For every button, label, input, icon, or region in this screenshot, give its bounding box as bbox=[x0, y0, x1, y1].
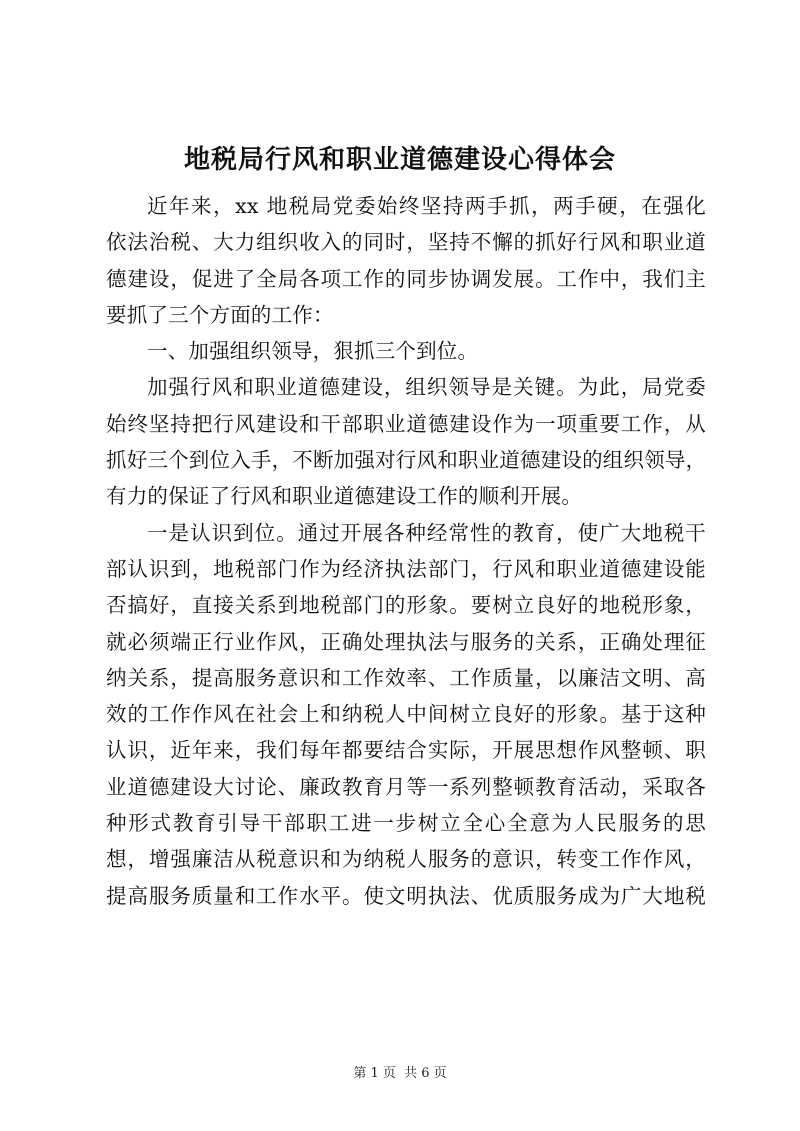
text-line: 认识，近年来，我们每年都要结合实际，开展思想作风整顿、职 bbox=[106, 738, 706, 763]
text-line: 纳关系，提高服务意识和工作效率、工作质量，以廉洁文明、高 bbox=[106, 665, 706, 690]
text-line: 部认识到，地税部门作为经济执法部门，行风和职业道德建设能 bbox=[106, 556, 706, 581]
text-line: 就必须端正行业作风，正确处理执法与服务的关系，正确处理征 bbox=[106, 629, 706, 654]
text-line: 否搞好，直接关系到地税部门的形象。要树立良好的地税形象， bbox=[106, 593, 706, 618]
text-line: 依法治税、大力组织收入的同时，坚持不懈的抓好行风和职业道 bbox=[106, 230, 706, 255]
text-line: 一是认识到位。通过开展各种经常性的教育，使广大地税干 bbox=[147, 520, 706, 545]
text-line: 德建设，促进了全局各项工作的同步协调发展。工作中，我们主 bbox=[106, 266, 706, 291]
text-line: 有力的保证了行风和职业道德建设工作的顺利开展。 bbox=[106, 484, 583, 509]
text-line: 要抓了三个方面的工作： bbox=[106, 302, 334, 327]
document-body bbox=[106, 188, 706, 914]
page-total: 共 6 页 bbox=[404, 1066, 447, 1081]
text-line: 始终坚持把行风建设和干部职业道德建设作为一项重要工作，从 bbox=[106, 411, 706, 436]
text-line: 业道德建设大讨论、廉政教育月等一系列整顿教育活动，采取各 bbox=[106, 774, 706, 799]
page-number: 第 1 页 bbox=[353, 1066, 396, 1081]
text-line: 效的工作作风在社会上和纳税人中间树立良好的形象。基于这种 bbox=[106, 702, 706, 727]
text-line: 加强行风和职业道德建设，组织领导是关键。为此，局党委 bbox=[147, 375, 706, 400]
section-heading: 一、加强组织领导，狠抓三个到位。 bbox=[147, 339, 479, 364]
page-footer bbox=[0, 1064, 800, 1084]
text-line: 想，增强廉洁从税意识和为纳税人服务的意识，转变工作作风， bbox=[106, 847, 706, 872]
text-line: 提高服务质量和工作水平。使文明执法、优质服务成为广大地税 bbox=[106, 883, 706, 908]
text-line: 近年来，xx 地税局党委始终坚持两手抓，两手硬，在强化 bbox=[147, 194, 706, 218]
text-line: 种形式教育引导干部职工进一步树立全心全意为人民服务的思 bbox=[106, 811, 706, 836]
document-title: 地税局行风和职业道德建设心得体会 bbox=[183, 145, 616, 175]
text-line: 抓好三个到位入手，不断加强对行风和职业道德建设的组织领导， bbox=[106, 448, 706, 473]
